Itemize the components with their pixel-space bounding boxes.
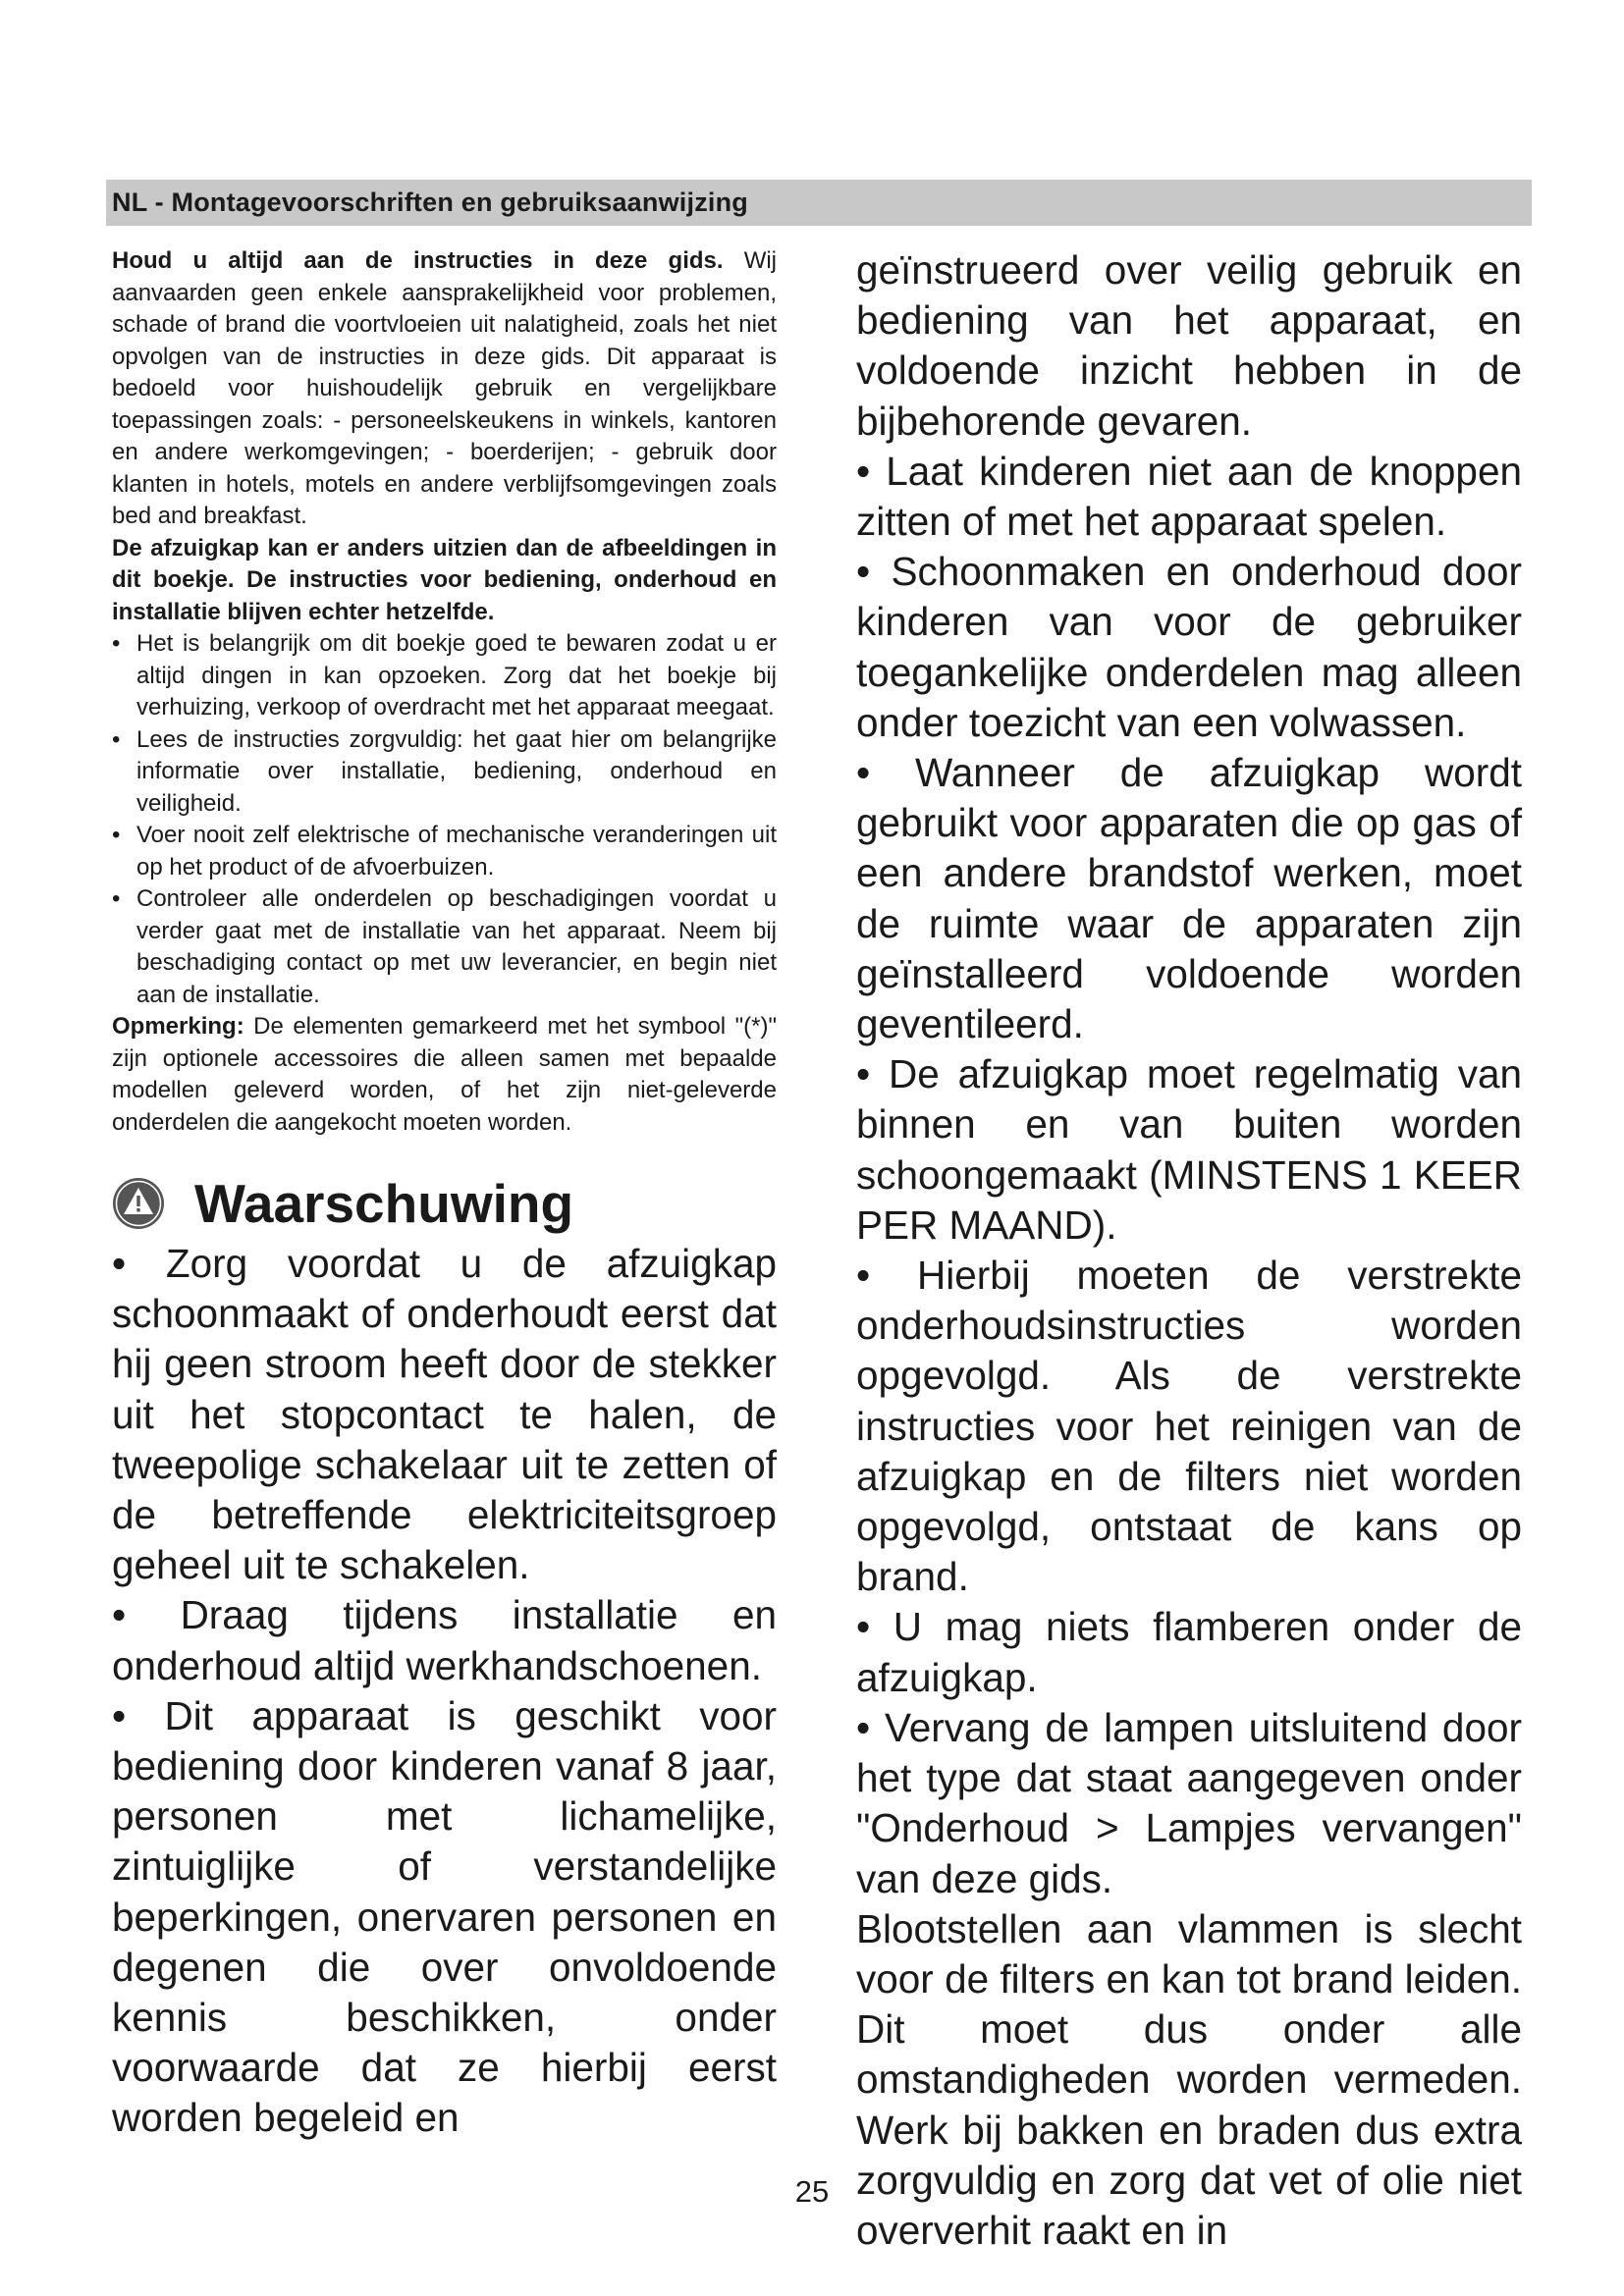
remark-text: De elementen gemarkeerd met het symbool "(*)" zijn optionele accessoires die alleen samen met bepaalde modellen geleverd worden, of het zijn niet-geleverde onderdelen die aangekocht moeten worden. <box>112 1013 777 1136</box>
warning-paragraph: • Dit apparaat is geschikt voor bediening door kinderen vanaf 8 jaar, personen met lichamelijke, zintuiglijke of verstandelijke beperkingen, onervaren personen en degenen die over onvoldoende kennis beschikken, onder voorwaarde dat ze hierbij eerst worden begeleid en <box>112 1692 777 2141</box>
right-column <box>856 245 1522 2256</box>
instruction-list <box>112 628 777 1011</box>
remark-paragraph <box>112 1011 777 1139</box>
list-item: • Voer nooit zelf elektrische of mechanische veranderingen uit op het product of de afvoerbuizen. <box>112 820 777 883</box>
safety-paragraph: • Wanneer de afzuigkap wordt gebruikt voor apparaten die op gas of een andere brandstof werken, moet de ruimte waar de apparaten zijn geïnstalleerd voldoende worden geventileerd. <box>856 750 1522 1047</box>
warning-body <box>112 1239 777 2144</box>
remark-label: Opmerking: <box>112 1013 244 1040</box>
intro-text: Wij aanvaarden geen enkele aansprakelijkheid voor problemen, schade of brand die voortvloeien uit nalatigheid, zoals het niet opvolgen van de instructies in deze gids. Dit apparaat is bedoeld voor huishoudelijk gebruik en vergelijkbare toepassingen zoals: - personeelskeukens in winkels, kantoren en andere werkomgevingen; - boerderijen; - gebruik door klanten in hotels, motels en andere verblijfsomgevingen zoals bed and breakfast. <box>112 247 778 529</box>
intro-bold: Houd u altijd aan de instructies in deze gids. <box>112 247 724 274</box>
safety-paragraph: • U mag niets flamberen onder de afzuigkap. <box>856 1604 1522 1700</box>
safety-paragraph: • De afzuigkap moet regelmatig van binnen en van buiten worden schoongemaakt (MINSTENS 1 KEER PER MAAND). <box>856 1051 1522 1248</box>
left-column <box>112 245 777 2144</box>
warning-paragraph: • Zorg voordat u de afzuigkap schoonmaakt of onderhoudt eerst dat hij geen stroom heeft door de stekker uit het stopcontact te halen, de tweepolige schakelaar uit te zetten of de betreffende elektriciteitsgroep geheel uit te schakelen. <box>112 1241 777 1588</box>
page-number: 25 <box>794 2174 830 2209</box>
intro-block <box>112 245 777 1139</box>
section-title: NL - Montagevoorschriften en gebruiksaanwijzing <box>112 187 748 217</box>
list-item: • Lees de instructies zorgvuldig: het gaat hier om belangrijke informatie over installatie, bediening, onderhoud en veiligheid. <box>112 724 777 821</box>
warning-icon <box>112 1177 165 1230</box>
design-note-bold: De afzuigkap kan er anders uitzien dan de afbeeldingen in dit boekje. De instructies voor bediening, onderhoud en installatie blijven echter hetzelfde. <box>112 534 777 625</box>
safety-body <box>856 245 1522 2256</box>
safety-paragraph: Blootstellen aan vlammen is slecht voor de filters en kan tot brand leiden. Dit moet dus onder alle omstandigheden worden vermeden. Werk bij bakken en braden dus extra zorgvuldig en zorg dat vet of olie niet oververhit raakt en in <box>856 1905 1522 2253</box>
section-header-bar <box>106 180 1532 226</box>
warning-title: Waarschuwing <box>194 1173 574 1234</box>
safety-paragraph: • Laat kinderen niet aan de knoppen zitten of met het apparaat spelen. <box>856 448 1522 545</box>
safety-paragraph: geïnstrueerd over veilig gebruik en bediening van het apparaat, en voldoende inzicht hebben in de bijbehorende gevaren. <box>856 247 1522 444</box>
warning-paragraph: • Draag tijdens installatie en onderhoud altijd werkhandschoenen. <box>112 1592 777 1688</box>
list-item: • Controleer alle onderdelen op beschadigingen voordat u verder gaat met de installatie van het apparaat. Neem bij beschadiging contact op met uw leverancier, en begin niet aan de installatie. <box>112 883 777 1011</box>
safety-paragraph: • Hierbij moeten de verstrekte onderhoudsinstructies worden opgevolgd. Als de verstrekte instructies voor het reinigen van de afzuigkap en de filters niet worden opgevolgd, ontstaat de kans op brand. <box>856 1253 1522 1600</box>
list-item: • Het is belangrijk om dit boekje goed te bewaren zodat u er altijd dingen in kan opzoeken. Zorg dat het boekje bij verhuizing, verkoop of overdracht met het apparaat meegaat. <box>112 628 777 724</box>
warning-heading <box>112 1168 777 1239</box>
safety-paragraph: • Vervang de lampen uitsluitend door het type dat staat aangegeven onder "Onderhoud > Lampjes vervangen" van deze gids. <box>856 1704 1522 1901</box>
intro-paragraph <box>112 245 777 533</box>
design-note <box>112 533 777 629</box>
safety-paragraph: • Schoonmaken en onderhoud door kinderen van voor de gebruiker toegankelijke onderdelen mag alleen onder toezicht van een volwassen. <box>856 549 1522 745</box>
